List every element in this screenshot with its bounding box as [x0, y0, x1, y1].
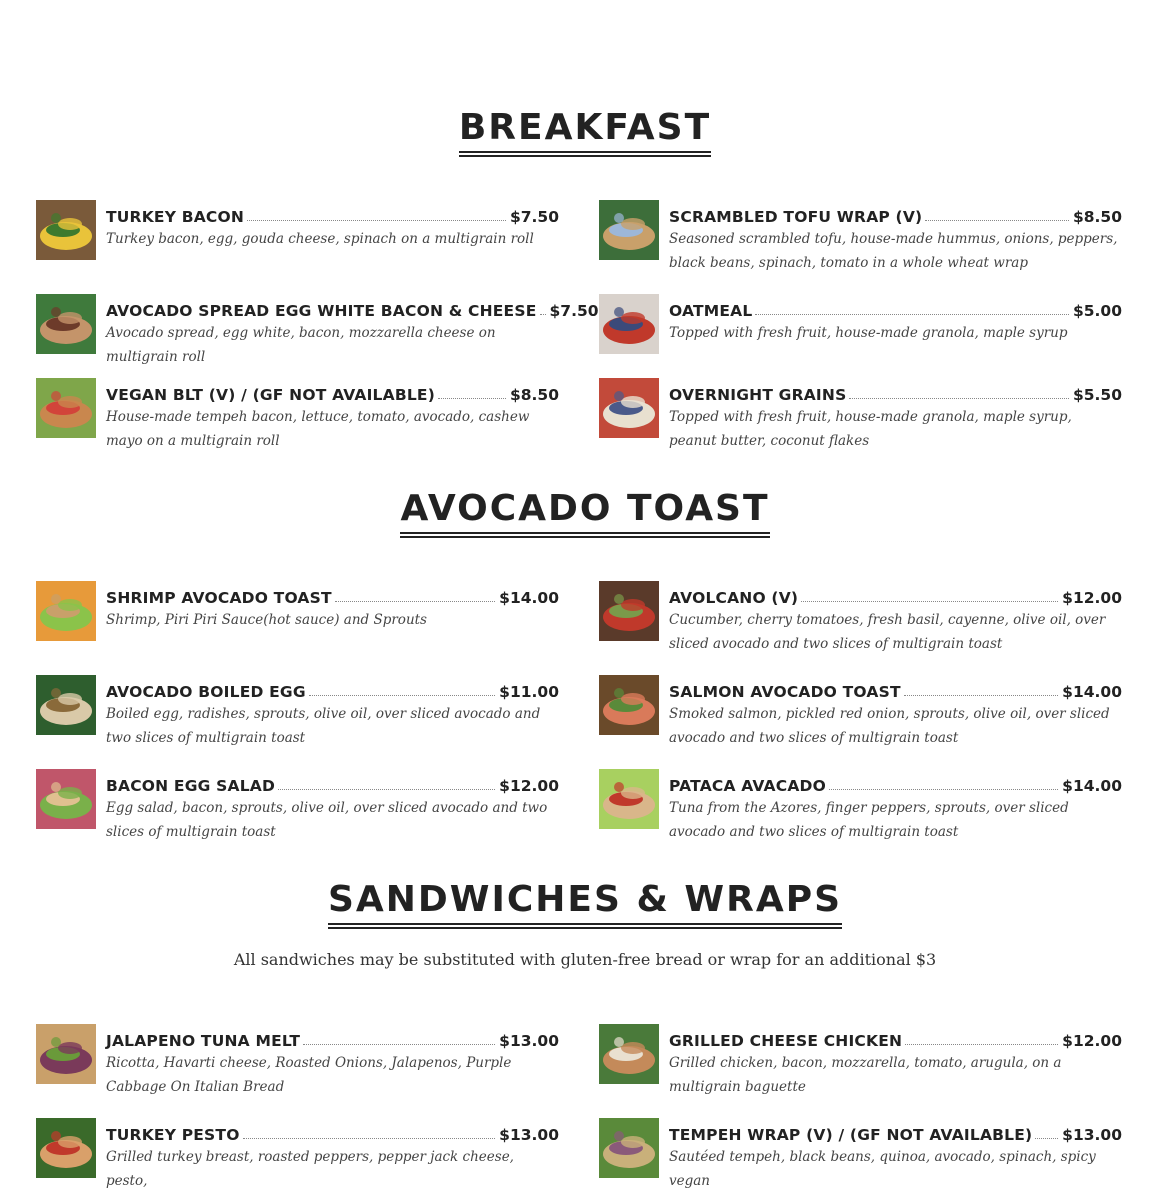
item-description: Topped with fresh fruit, house-made granola, maple syrup	[669, 325, 1068, 341]
leader-dots	[925, 220, 1069, 221]
leader-dots	[755, 314, 1069, 315]
menu-item-oatmeal	[599, 294, 1122, 384]
item-name: OATMEAL	[669, 302, 753, 320]
menu-item-bacon-egg-salad	[36, 769, 559, 859]
menu-item-tempeh-wrap	[599, 1118, 1122, 1189]
item-price: $13.00	[1062, 1126, 1122, 1144]
item-description: Avocado spread, egg white, bacon, mozzarella cheese on multigrain roll	[106, 325, 496, 365]
menu-item-turkey-bacon	[36, 200, 559, 290]
food-photo-thumbnail	[36, 581, 96, 641]
item-price: $7.50	[549, 302, 599, 320]
leader-dots	[303, 1044, 495, 1045]
menu-item-avolcano	[599, 581, 1122, 671]
menu-item-shrimp-avocado-toast	[36, 581, 559, 671]
item-price: $8.50	[1072, 208, 1122, 226]
section-heading: BREAKFAST	[459, 107, 711, 157]
leader-dots	[247, 220, 506, 221]
item-price: $14.00	[1062, 683, 1122, 701]
leader-dots	[829, 789, 1058, 790]
item-description: House-made tempeh bacon, lettuce, tomato, avocado, cashew mayo on a multigrain roll	[106, 409, 530, 449]
item-name: PATACA AVACADO	[669, 777, 826, 795]
item-description: Cucumber, cherry tomatoes, fresh basil, cayenne, olive oil, over sliced avocado and two slices of multigrain toast	[669, 612, 1106, 652]
item-price: $8.50	[509, 386, 559, 404]
item-description: Ricotta, Havarti cheese, Roasted Onions, Jalapenos, Purple Cabbage On Italian Bread	[106, 1055, 512, 1095]
item-price: $14.00	[1062, 777, 1122, 795]
item-description: Topped with fresh fruit, house-made granola, maple syrup, peanut butter, coconut flakes	[669, 409, 1072, 449]
food-photo-thumbnail	[36, 1024, 96, 1084]
item-name: OVERNIGHT GRAINS	[669, 386, 847, 404]
leader-dots	[904, 695, 1058, 696]
food-photo-thumbnail	[36, 378, 96, 438]
item-name: VEGAN BLT (V) / (GF NOT AVAILABLE)	[106, 386, 435, 404]
food-photo-thumbnail	[599, 769, 659, 829]
menu-item-pataca-avacado	[599, 769, 1122, 859]
item-price: $7.50	[509, 208, 559, 226]
food-photo-thumbnail	[599, 675, 659, 735]
item-description: Boiled egg, radishes, sprouts, olive oil, over sliced avocado and two slices of multigrain toast	[106, 706, 541, 746]
menu-item-salmon-avocado-toast	[599, 675, 1122, 765]
menu-item-overnight-grains	[599, 378, 1122, 468]
leader-dots	[540, 314, 546, 315]
item-price: $5.00	[1072, 302, 1122, 320]
leader-dots	[335, 601, 495, 602]
leader-dots	[309, 695, 495, 696]
food-photo-thumbnail	[36, 1118, 96, 1178]
item-description: Egg salad, bacon, sprouts, olive oil, over sliced avocado and two slices of multigrain toast	[106, 800, 548, 840]
section-title-avocado-toast	[0, 488, 1170, 538]
leader-dots	[438, 398, 506, 399]
item-name: AVOLCANO (V)	[669, 589, 799, 607]
item-price: $12.00	[1062, 1032, 1122, 1050]
item-description: Smoked salmon, pickled red onion, sprouts, olive oil, over sliced avocado and two slices of multigrain toast	[669, 706, 1110, 746]
menu-item-turkey-pesto	[36, 1118, 559, 1189]
item-name: SCRAMBLED TOFU WRAP (V)	[669, 208, 923, 226]
leader-dots	[243, 1138, 496, 1139]
item-description: Tuna from the Azores, finger peppers, sprouts, over sliced avocado and two slices of multigrain toast	[669, 800, 1069, 840]
item-name: TURKEY PESTO	[106, 1126, 240, 1144]
food-photo-thumbnail	[36, 294, 96, 354]
food-photo-thumbnail	[36, 769, 96, 829]
item-price: $13.00	[499, 1126, 559, 1144]
item-name: TURKEY BACON	[106, 208, 245, 226]
item-name: BACON EGG SALAD	[106, 777, 276, 795]
food-photo-thumbnail	[36, 675, 96, 735]
item-name: JALAPENO TUNA MELT	[106, 1032, 301, 1050]
item-name: SALMON AVOCADO TOAST	[669, 683, 901, 701]
food-photo-thumbnail	[599, 581, 659, 641]
food-photo-thumbnail	[599, 200, 659, 260]
leader-dots	[1035, 1138, 1058, 1139]
item-name: SHRIMP AVOCADO TOAST	[106, 589, 332, 607]
leader-dots	[801, 601, 1058, 602]
section-heading: AVOCADO TOAST	[400, 488, 769, 538]
item-price: $12.00	[1062, 589, 1122, 607]
item-price: $11.00	[499, 683, 559, 701]
item-description: Grilled chicken, bacon, mozzarella, tomato, arugula, on a multigrain baguette	[669, 1055, 1062, 1095]
item-description: Shrimp, Piri Piri Sauce(hot sauce) and Sprouts	[106, 612, 427, 628]
item-description: Turkey bacon, egg, gouda cheese, spinach on a multigrain roll	[106, 231, 534, 247]
item-description: Grilled turkey breast, roasted peppers, pepper jack cheese, pesto,	[106, 1149, 514, 1189]
item-price: $12.00	[499, 777, 559, 795]
menu-item-grilled-cheese-chicken	[599, 1024, 1122, 1114]
section-heading: SANDWICHES & WRAPS	[328, 879, 842, 929]
item-description: Seasoned scrambled tofu, house-made hummus, onions, peppers, black beans, spinach, tomato in a whole wheat wrap	[669, 231, 1118, 271]
food-photo-thumbnail	[599, 1024, 659, 1084]
section-title-sandwiches-wraps	[0, 879, 1170, 929]
item-price: $13.00	[499, 1032, 559, 1050]
substitution-note: All sandwiches may be substituted with gluten-free bread or wrap for an additional $3	[233, 950, 937, 969]
menu-item-avocado-spread-egg-white	[36, 294, 599, 384]
item-name: TEMPEH WRAP (V) / (GF NOT AVAILABLE)	[669, 1126, 1033, 1144]
menu-item-scrambled-tofu-wrap	[599, 200, 1122, 290]
item-price: $14.00	[499, 589, 559, 607]
leader-dots	[849, 398, 1069, 399]
item-name: AVOCADO BOILED EGG	[106, 683, 306, 701]
food-photo-thumbnail	[599, 378, 659, 438]
menu-item-jalapeno-tuna-melt	[36, 1024, 559, 1114]
leader-dots	[278, 789, 495, 790]
menu-item-vegan-blt	[36, 378, 559, 468]
leader-dots	[905, 1044, 1058, 1045]
item-name: AVOCADO SPREAD EGG WHITE BACON & CHEESE	[106, 302, 537, 320]
food-photo-thumbnail	[599, 294, 659, 354]
item-name: GRILLED CHEESE CHICKEN	[669, 1032, 903, 1050]
food-photo-thumbnail	[599, 1118, 659, 1178]
item-description: Sautéed tempeh, black beans, quinoa, avocado, spinach, spicy vegan	[669, 1149, 1096, 1189]
section-title-breakfast	[0, 107, 1170, 157]
menu-item-avocado-boiled-egg	[36, 675, 559, 765]
item-price: $5.50	[1072, 386, 1122, 404]
food-photo-thumbnail	[36, 200, 96, 260]
